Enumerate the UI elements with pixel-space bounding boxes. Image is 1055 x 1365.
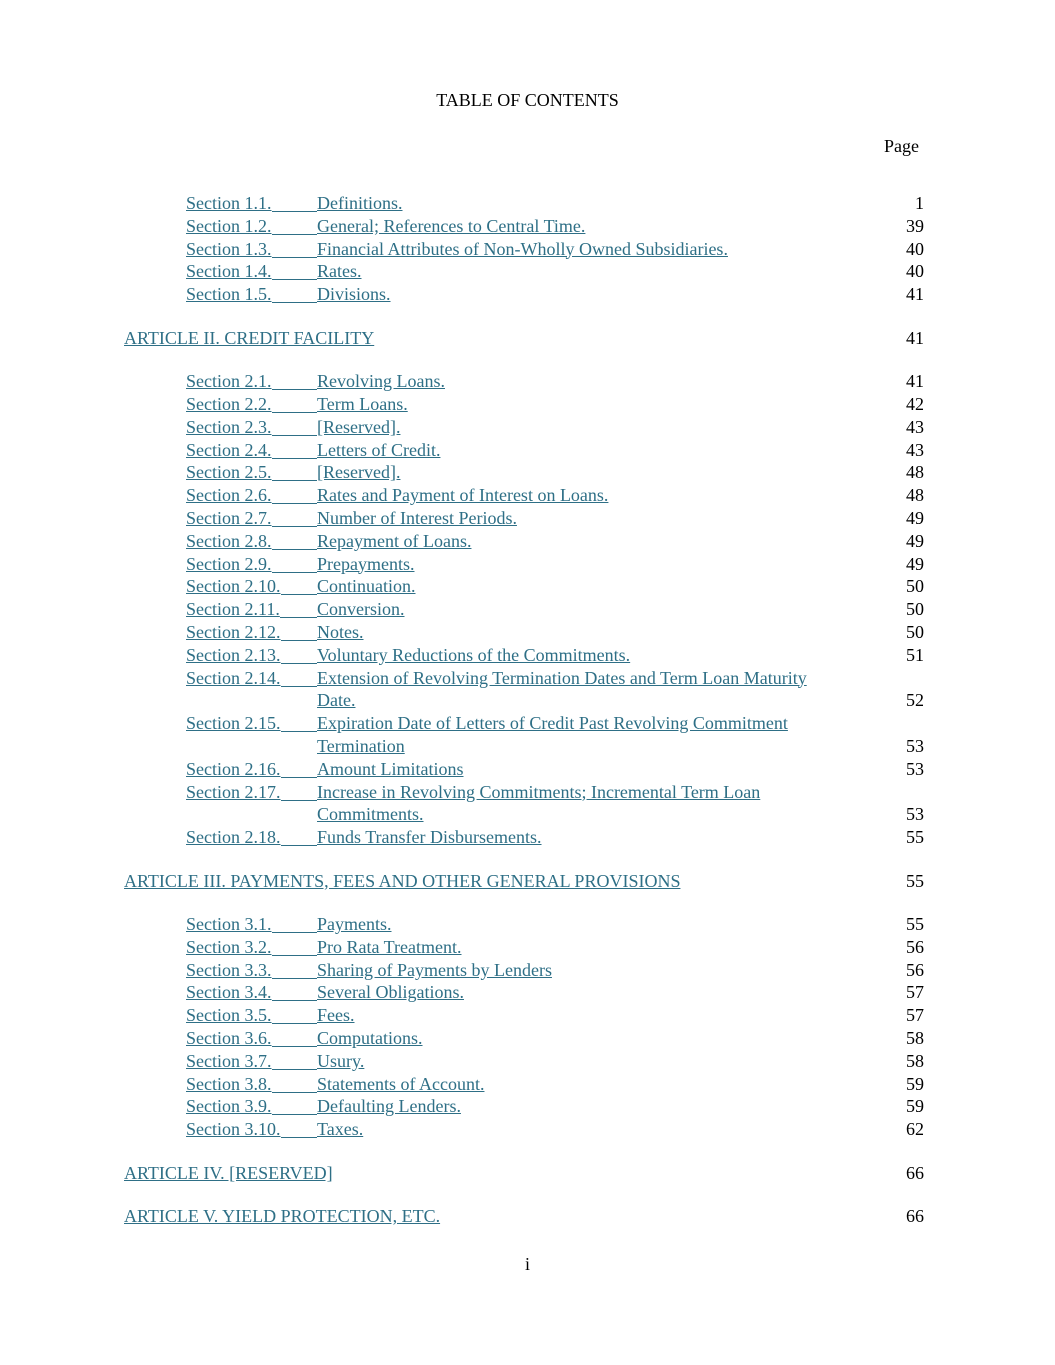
section-tab-underline xyxy=(272,461,317,481)
section-title-link[interactable]: Payments. xyxy=(317,914,392,935)
section-tab-underline xyxy=(272,936,317,956)
toc-spacer xyxy=(0,849,1055,870)
toc-page-number: 55 xyxy=(906,914,924,935)
toc-spacer xyxy=(0,1185,1055,1206)
toc-entry-section xyxy=(0,393,1055,416)
section-number-link[interactable]: Section 2.6. xyxy=(186,485,272,506)
section-number-link[interactable]: Section 2.14. xyxy=(186,667,281,688)
section-tab-underline xyxy=(272,1050,317,1070)
section-number-link[interactable]: Section 3.4. xyxy=(186,982,272,1003)
toc-entry-section xyxy=(0,192,1055,215)
toc-entry-section xyxy=(0,758,1055,781)
toc-page-number: 59 xyxy=(906,1096,924,1117)
section-tab-underline xyxy=(272,192,317,212)
section-number-link[interactable]: Section 3.1. xyxy=(186,914,272,935)
section-tab-underline xyxy=(281,621,317,641)
section-title-link[interactable]: Extension of Revolving Termination Dates and Term Loan Maturity xyxy=(317,667,807,688)
toc-page-number: 41 xyxy=(906,371,924,392)
section-title-link[interactable]: Date. xyxy=(317,690,356,711)
section-title-link[interactable]: Notes. xyxy=(317,621,364,642)
section-title-link[interactable]: Fees. xyxy=(317,1005,355,1026)
section-number-link[interactable]: Section 3.10. xyxy=(186,1119,281,1140)
section-number-link[interactable]: Section 2.7. xyxy=(186,507,272,528)
section-tab-underline xyxy=(272,370,317,390)
section-number-link[interactable]: Section 2.1. xyxy=(186,371,272,392)
toc-page-number: 48 xyxy=(906,485,924,506)
toc-entry-article xyxy=(0,870,1055,893)
section-title-link[interactable]: Funds Transfer Disbursements. xyxy=(317,827,542,848)
toc-entry-section xyxy=(0,826,1055,849)
section-title-link[interactable]: Number of Interest Periods. xyxy=(317,507,517,528)
toc-page-number: 1 xyxy=(915,193,924,213)
section-title-link[interactable]: Commitments. xyxy=(317,804,424,825)
toc-page-number: 52 xyxy=(906,690,924,711)
toc-entry-section xyxy=(0,484,1055,507)
toc-page-number: 50 xyxy=(906,599,924,620)
toc-entry-section xyxy=(0,416,1055,439)
section-tab-underline xyxy=(272,913,317,933)
section-title-link[interactable]: Continuation. xyxy=(317,576,416,597)
section-tab-underline xyxy=(272,530,317,550)
article-title-link[interactable]: ARTICLE II. CREDIT FACILITY xyxy=(124,327,375,348)
toc-page-number: 58 xyxy=(906,1028,924,1049)
section-number-link[interactable]: Section 2.12. xyxy=(186,621,281,642)
toc-entry-section xyxy=(0,370,1055,393)
section-tab-underline xyxy=(272,393,317,413)
section-number-link[interactable]: Section 1.4. xyxy=(186,261,272,282)
section-number-link[interactable]: Section 2.5. xyxy=(186,462,272,483)
section-title-link[interactable]: Pro Rata Treatment. xyxy=(317,936,462,957)
section-title-link[interactable]: Sharing of Payments by Lenders xyxy=(317,959,552,980)
section-title-link[interactable]: Revolving Loans. xyxy=(317,371,445,392)
toc-entry-section xyxy=(0,238,1055,261)
toc-page-number: 59 xyxy=(906,1073,924,1094)
toc-page-number: 55 xyxy=(906,827,924,848)
toc-entry-cont xyxy=(0,735,1055,758)
section-tab-underline xyxy=(272,1004,317,1024)
toc-entry-section xyxy=(0,553,1055,576)
page-number: i xyxy=(524,1254,530,1274)
section-tab-underline xyxy=(272,416,317,436)
section-number-link[interactable]: Section 3.5. xyxy=(186,1005,272,1026)
toc-entry-section xyxy=(0,644,1055,667)
toc-page-number: 50 xyxy=(906,621,924,642)
toc-entry-section xyxy=(0,712,1055,735)
toc-page-number: 58 xyxy=(906,1050,924,1071)
section-number-link[interactable]: Section 1.3. xyxy=(186,238,272,259)
section-tab-underline xyxy=(281,667,317,687)
toc-page-number: 49 xyxy=(906,507,924,528)
section-title-link[interactable]: Financial Attributes of Non-Wholly Owned Subsidiaries. xyxy=(317,238,728,259)
toc-entry-section xyxy=(0,621,1055,644)
section-tab-underline xyxy=(272,439,317,459)
section-title-link[interactable]: Expiration Date of Letters of Credit Past Revolving Commitment xyxy=(317,713,788,734)
section-tab-underline xyxy=(272,215,317,235)
toc-entry-section xyxy=(0,530,1055,553)
section-number-link[interactable]: Section 1.2. xyxy=(186,215,272,236)
toc-page-number: 53 xyxy=(906,735,924,756)
section-title-link[interactable]: Voluntary Reductions of the Commitments. xyxy=(317,644,631,665)
section-tab-underline xyxy=(272,283,317,303)
toc-page-number: 66 xyxy=(906,1206,924,1227)
toc-page-number: 40 xyxy=(906,238,924,259)
section-number-link[interactable]: Section 2.10. xyxy=(186,576,281,597)
section-tab-underline xyxy=(281,712,317,732)
section-tab-underline xyxy=(272,484,317,504)
toc-entry-section xyxy=(0,1027,1055,1050)
section-title-link[interactable]: Statements of Account. xyxy=(317,1073,485,1094)
section-tab-underline xyxy=(272,1027,317,1047)
article-title-link[interactable]: ARTICLE III. PAYMENTS, FEES AND OTHER GENERAL PROVISIONS xyxy=(124,870,681,891)
toc-page-number: 40 xyxy=(906,261,924,282)
toc-page-number: 43 xyxy=(906,416,924,437)
toc-entry-section xyxy=(0,936,1055,959)
page-column-header: Page xyxy=(884,136,919,156)
toc-entry-section xyxy=(0,461,1055,484)
toc-entry-section xyxy=(0,1050,1055,1073)
section-tab-underline xyxy=(272,507,317,527)
section-tab-underline xyxy=(281,644,317,664)
section-title-link[interactable]: Divisions. xyxy=(317,284,391,305)
section-number-link[interactable]: Section 1.1. xyxy=(186,193,272,213)
section-number-link[interactable]: Section 3.7. xyxy=(186,1050,272,1071)
toc-entry-section xyxy=(0,667,1055,690)
toc-page-number: 66 xyxy=(906,1162,924,1183)
section-title-link[interactable]: Taxes. xyxy=(317,1119,364,1140)
toc-page-number: 42 xyxy=(906,393,924,414)
section-title-link[interactable]: [Reserved]. xyxy=(317,462,401,483)
toc-page-number: 49 xyxy=(906,553,924,574)
toc-page-number: 49 xyxy=(906,530,924,551)
section-tab-underline xyxy=(281,826,317,846)
section-number-link[interactable]: Section 2.15. xyxy=(186,713,281,734)
toc-entry-article xyxy=(0,1205,1055,1228)
article-title-link[interactable]: ARTICLE IV. [RESERVED] xyxy=(124,1162,333,1183)
section-number-link[interactable]: Section 3.2. xyxy=(186,936,272,957)
section-title-link[interactable]: Letters of Credit. xyxy=(317,439,441,460)
section-title-link[interactable]: Termination xyxy=(317,735,405,756)
section-title-link[interactable]: Conversion. xyxy=(317,599,405,620)
toc-entry-section xyxy=(0,598,1055,621)
toc-page-number: 56 xyxy=(906,936,924,957)
section-number-link[interactable]: Section 2.8. xyxy=(186,530,272,551)
toc-entry-section xyxy=(0,1004,1055,1027)
section-tab-underline xyxy=(272,1073,317,1093)
section-number-link[interactable]: Section 2.17. xyxy=(186,781,281,802)
toc-page-number: 62 xyxy=(906,1119,924,1140)
toc-page-number: 50 xyxy=(906,576,924,597)
article-title-link[interactable]: ARTICLE V. YIELD PROTECTION, ETC. xyxy=(124,1206,441,1227)
toc-spacer xyxy=(0,349,1055,370)
section-title-link[interactable]: Repayment of Loans. xyxy=(317,530,472,551)
section-number-link[interactable]: Section 2.3. xyxy=(186,416,272,437)
section-tab-underline xyxy=(281,575,317,595)
toc-entry-section xyxy=(0,913,1055,936)
section-number-link[interactable]: Section 3.3. xyxy=(186,959,272,980)
section-title-link[interactable]: Rates and Payment of Interest on Loans. xyxy=(317,485,609,506)
toc-page-number: 56 xyxy=(906,959,924,980)
toc-entry-section xyxy=(0,959,1055,982)
toc-page-number: 41 xyxy=(906,284,924,305)
toc-entry-section xyxy=(0,283,1055,306)
toc-entry-section xyxy=(0,981,1055,1004)
toc-entry-section xyxy=(0,260,1055,283)
section-number-link[interactable]: Section 2.2. xyxy=(186,393,272,414)
toc-entry-section xyxy=(0,507,1055,530)
toc-spacer xyxy=(0,892,1055,913)
section-number-link[interactable]: Section 2.13. xyxy=(186,644,281,665)
toc-entry-section xyxy=(0,215,1055,238)
section-number-link[interactable]: Section 1.5. xyxy=(186,284,272,305)
toc-page-number: 39 xyxy=(906,215,924,236)
section-number-link[interactable]: Section 2.16. xyxy=(186,758,281,779)
section-title-link[interactable]: Several Obligations. xyxy=(317,982,464,1003)
toc-entry-cont xyxy=(0,803,1055,826)
section-title-link[interactable]: Usury. xyxy=(317,1050,365,1071)
toc-entry-section xyxy=(0,1073,1055,1096)
section-title-link[interactable]: Term Loans. xyxy=(317,393,408,414)
toc-page-number: 48 xyxy=(906,462,924,483)
toc-spacer xyxy=(0,306,1055,327)
toc-entry-article xyxy=(0,1162,1055,1185)
section-number-link[interactable]: Section 2.11. xyxy=(186,599,280,620)
section-title-link[interactable]: [Reserved]. xyxy=(317,416,401,437)
toc-entry-section xyxy=(0,1118,1055,1141)
toc-entry-article xyxy=(0,327,1055,350)
toc-entry-section xyxy=(0,439,1055,462)
section-tab-underline xyxy=(281,758,317,778)
section-tab-underline xyxy=(272,260,317,280)
section-tab-underline xyxy=(272,981,317,1001)
section-tab-underline xyxy=(280,598,317,618)
toc-page-number: 51 xyxy=(906,644,924,665)
toc-entry-cont xyxy=(0,689,1055,712)
section-tab-underline xyxy=(272,1095,317,1115)
toc-list xyxy=(0,192,1055,1228)
section-number-link[interactable]: Section 2.18. xyxy=(186,827,281,848)
section-number-link[interactable]: Section 3.9. xyxy=(186,1096,272,1117)
section-number-link[interactable]: Section 3.6. xyxy=(186,1028,272,1049)
toc-title: TABLE OF CONTENTS xyxy=(436,90,619,110)
toc-entry-section xyxy=(0,575,1055,598)
toc-page-number: 41 xyxy=(906,327,924,348)
section-title-link[interactable]: Defaulting Lenders. xyxy=(317,1096,461,1117)
toc-page-number: 53 xyxy=(906,758,924,779)
section-tab-underline xyxy=(272,553,317,573)
section-title-link[interactable]: Prepayments. xyxy=(317,553,415,574)
section-title-link[interactable]: General; References to Central Time. xyxy=(317,215,586,236)
toc-page-number: 57 xyxy=(906,1005,924,1026)
section-number-link[interactable]: Section 3.8. xyxy=(186,1073,272,1094)
toc-page-number: 43 xyxy=(906,439,924,460)
toc-entry-section xyxy=(0,781,1055,804)
toc-spacer xyxy=(0,1141,1055,1162)
section-tab-underline xyxy=(272,959,317,979)
section-title-link[interactable]: Amount Limitations xyxy=(317,758,464,779)
section-title-link[interactable]: Rates. xyxy=(317,261,362,282)
toc-page-number: 57 xyxy=(906,982,924,1003)
section-tab-underline xyxy=(281,781,317,801)
section-title-link[interactable]: Definitions. xyxy=(317,193,403,213)
toc-page-number: 55 xyxy=(906,870,924,891)
section-number-link[interactable]: Section 2.9. xyxy=(186,553,272,574)
section-title-link[interactable]: Increase in Revolving Commitments; Incremental Term Loan xyxy=(317,781,761,802)
toc-page-number: 53 xyxy=(906,804,924,825)
section-tab-underline xyxy=(281,1118,317,1138)
section-number-link[interactable]: Section 2.4. xyxy=(186,439,272,460)
toc-entry-section xyxy=(0,1095,1055,1118)
section-tab-underline xyxy=(272,238,317,258)
section-title-link[interactable]: Computations. xyxy=(317,1028,423,1049)
